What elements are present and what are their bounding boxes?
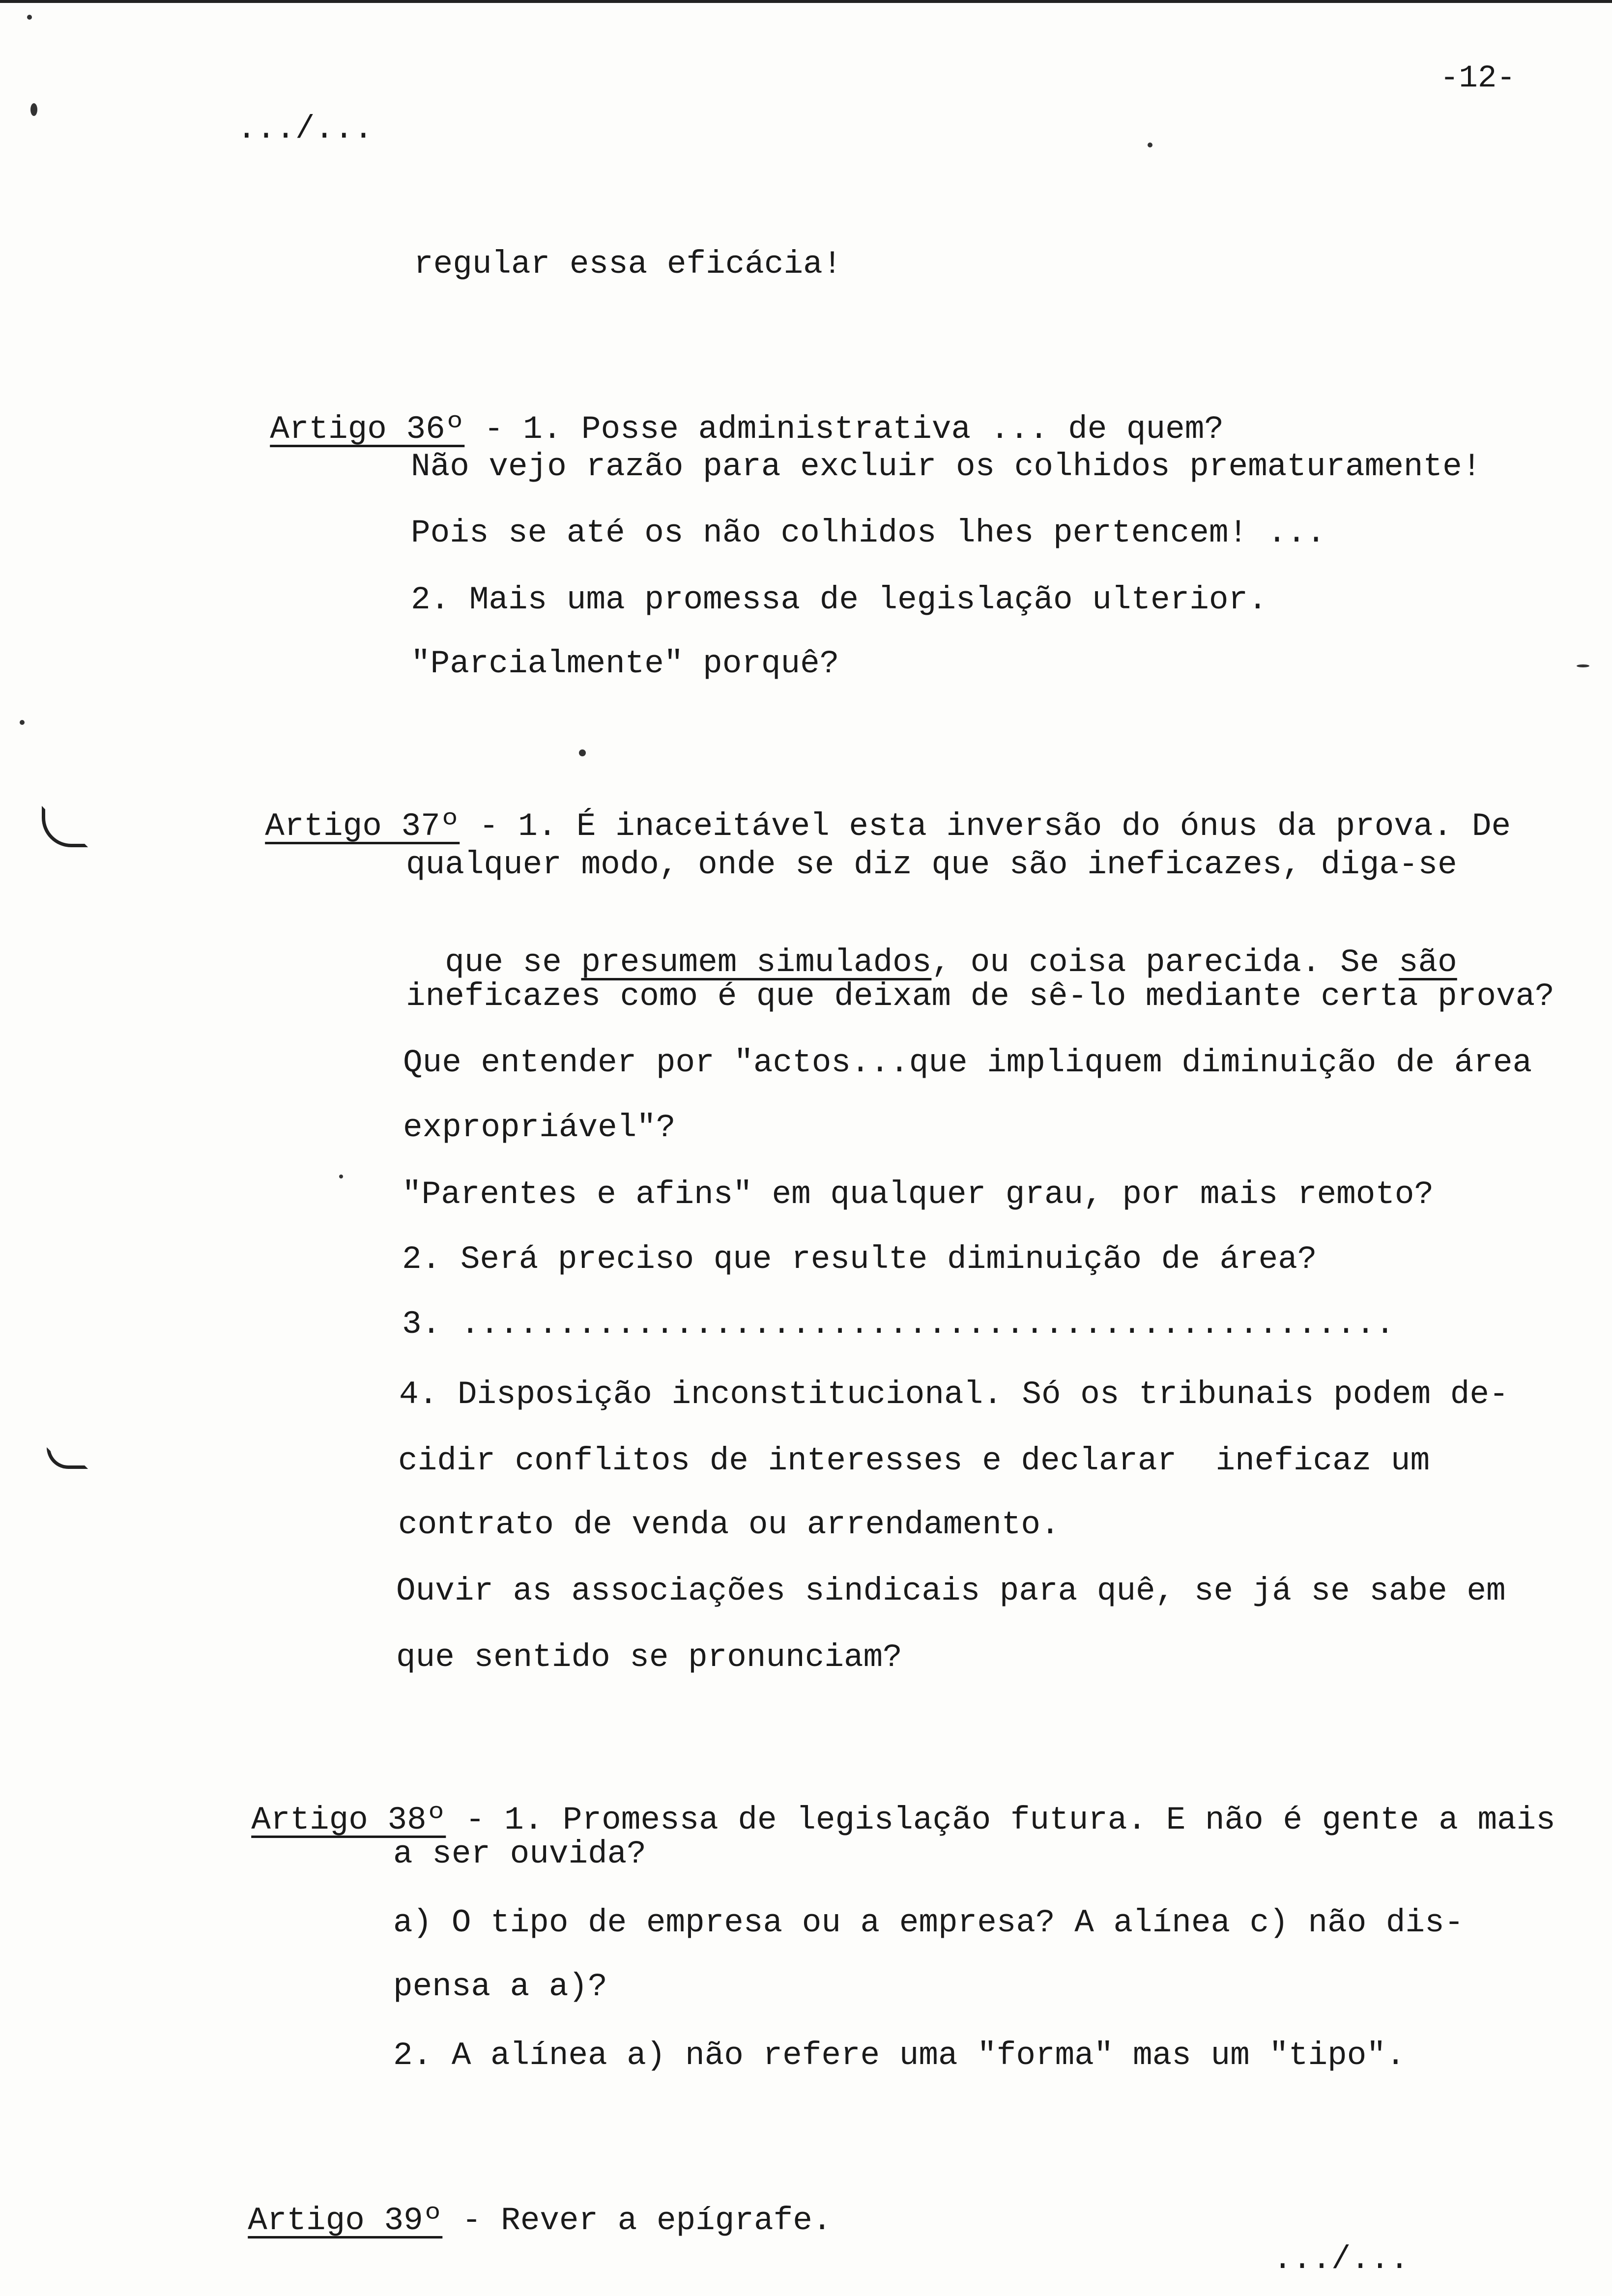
margin-mark bbox=[42, 806, 88, 847]
text-line: 2. A alínea a) não refere uma "forma" mas um "tipo". bbox=[393, 2037, 1406, 2074]
underlined-text: presumem simulados bbox=[581, 944, 932, 981]
text-line: 4. Disposição inconstitucional. Só os tribunais podem de- bbox=[399, 1376, 1509, 1413]
page-number: -12- bbox=[1440, 61, 1516, 96]
scan-speck bbox=[27, 15, 32, 20]
scan-speck bbox=[1577, 664, 1589, 667]
text-line: que sentido se pronunciam? bbox=[396, 1639, 902, 1676]
text-line: - 1. É inaceitável esta inversão do ónus da prova. De bbox=[460, 808, 1511, 845]
article-37 bbox=[226, 778, 1511, 843]
article-39 bbox=[209, 2172, 832, 2237]
text-line: a ser ouvida? bbox=[393, 1836, 646, 1872]
text-line: 2. Mais uma promessa de legislação ulterior. bbox=[411, 581, 1267, 618]
text-line: Não vejo razão para excluir os colhidos prematuramente! bbox=[411, 448, 1482, 485]
text-line: pensa a a)? bbox=[393, 1968, 607, 2005]
underlined-text: são bbox=[1398, 944, 1457, 981]
text-line: - 1. Promessa de legislação futura. E não é gente a mais bbox=[446, 1802, 1555, 1838]
text-line: contrato de venda ou arrendamento. bbox=[398, 1506, 1060, 1543]
text-line: - Rever a epígrafe. bbox=[442, 2202, 832, 2239]
text-line: qualquer modo, onde se diz que são ineficazes, diga-se bbox=[406, 846, 1457, 883]
scan-speck bbox=[20, 720, 25, 725]
text-line: Ouvir as associações sindicais para quê, se já se sabe em bbox=[396, 1573, 1506, 1609]
continuation-mark-bottom: .../... bbox=[1273, 2241, 1410, 2278]
text-line: "Parentes e afins" em qualquer grau, por mais remoto? bbox=[402, 1176, 1434, 1213]
article-heading: Artigo 39º bbox=[248, 2202, 443, 2239]
text-line: - 1. Posse administrativa ... de quem? bbox=[464, 411, 1224, 448]
scan-speck bbox=[30, 103, 37, 116]
text-line: a) O tipo de empresa ou a empresa? A alínea c) não dis- bbox=[393, 1904, 1464, 1941]
text-line: 2. Será preciso que resulte diminuição de área? bbox=[402, 1241, 1317, 1278]
continuation-mark-top: .../... bbox=[237, 111, 374, 147]
text-line bbox=[406, 914, 1457, 979]
text-line: expropriável"? bbox=[403, 1109, 676, 1146]
article-38 bbox=[212, 1772, 1555, 1837]
scan-speck bbox=[579, 749, 586, 756]
page-top-rule bbox=[0, 0, 1612, 3]
article-heading: Artigo 37º bbox=[265, 808, 460, 845]
text-line: Que entender por "actos...que impliquem diminuição de área bbox=[403, 1044, 1532, 1081]
text-line: cidir conflitos de interesses e declarar ineficaz um bbox=[398, 1442, 1430, 1479]
article-heading: Artigo 36º bbox=[270, 411, 465, 448]
scan-speck bbox=[339, 1175, 343, 1178]
text-line: ineficazes como é que deixam de sê-lo mediante certa prova? bbox=[406, 978, 1554, 1015]
article-36 bbox=[231, 381, 1224, 446]
scan-speck bbox=[1148, 143, 1152, 147]
text-line: 3. ................................................ bbox=[402, 1306, 1395, 1343]
text-line: "Parcialmente" porquê? bbox=[411, 645, 839, 682]
intro-line: regular essa eficácia! bbox=[414, 246, 842, 283]
text-fragment: , ou coisa parecida. Se bbox=[931, 944, 1399, 981]
article-heading: Artigo 38º bbox=[251, 1802, 446, 1838]
text-line: Pois se até os não colhidos lhes pertencem! ... bbox=[411, 515, 1326, 551]
margin-mark bbox=[47, 1447, 88, 1469]
text-fragment: que se bbox=[445, 944, 581, 981]
